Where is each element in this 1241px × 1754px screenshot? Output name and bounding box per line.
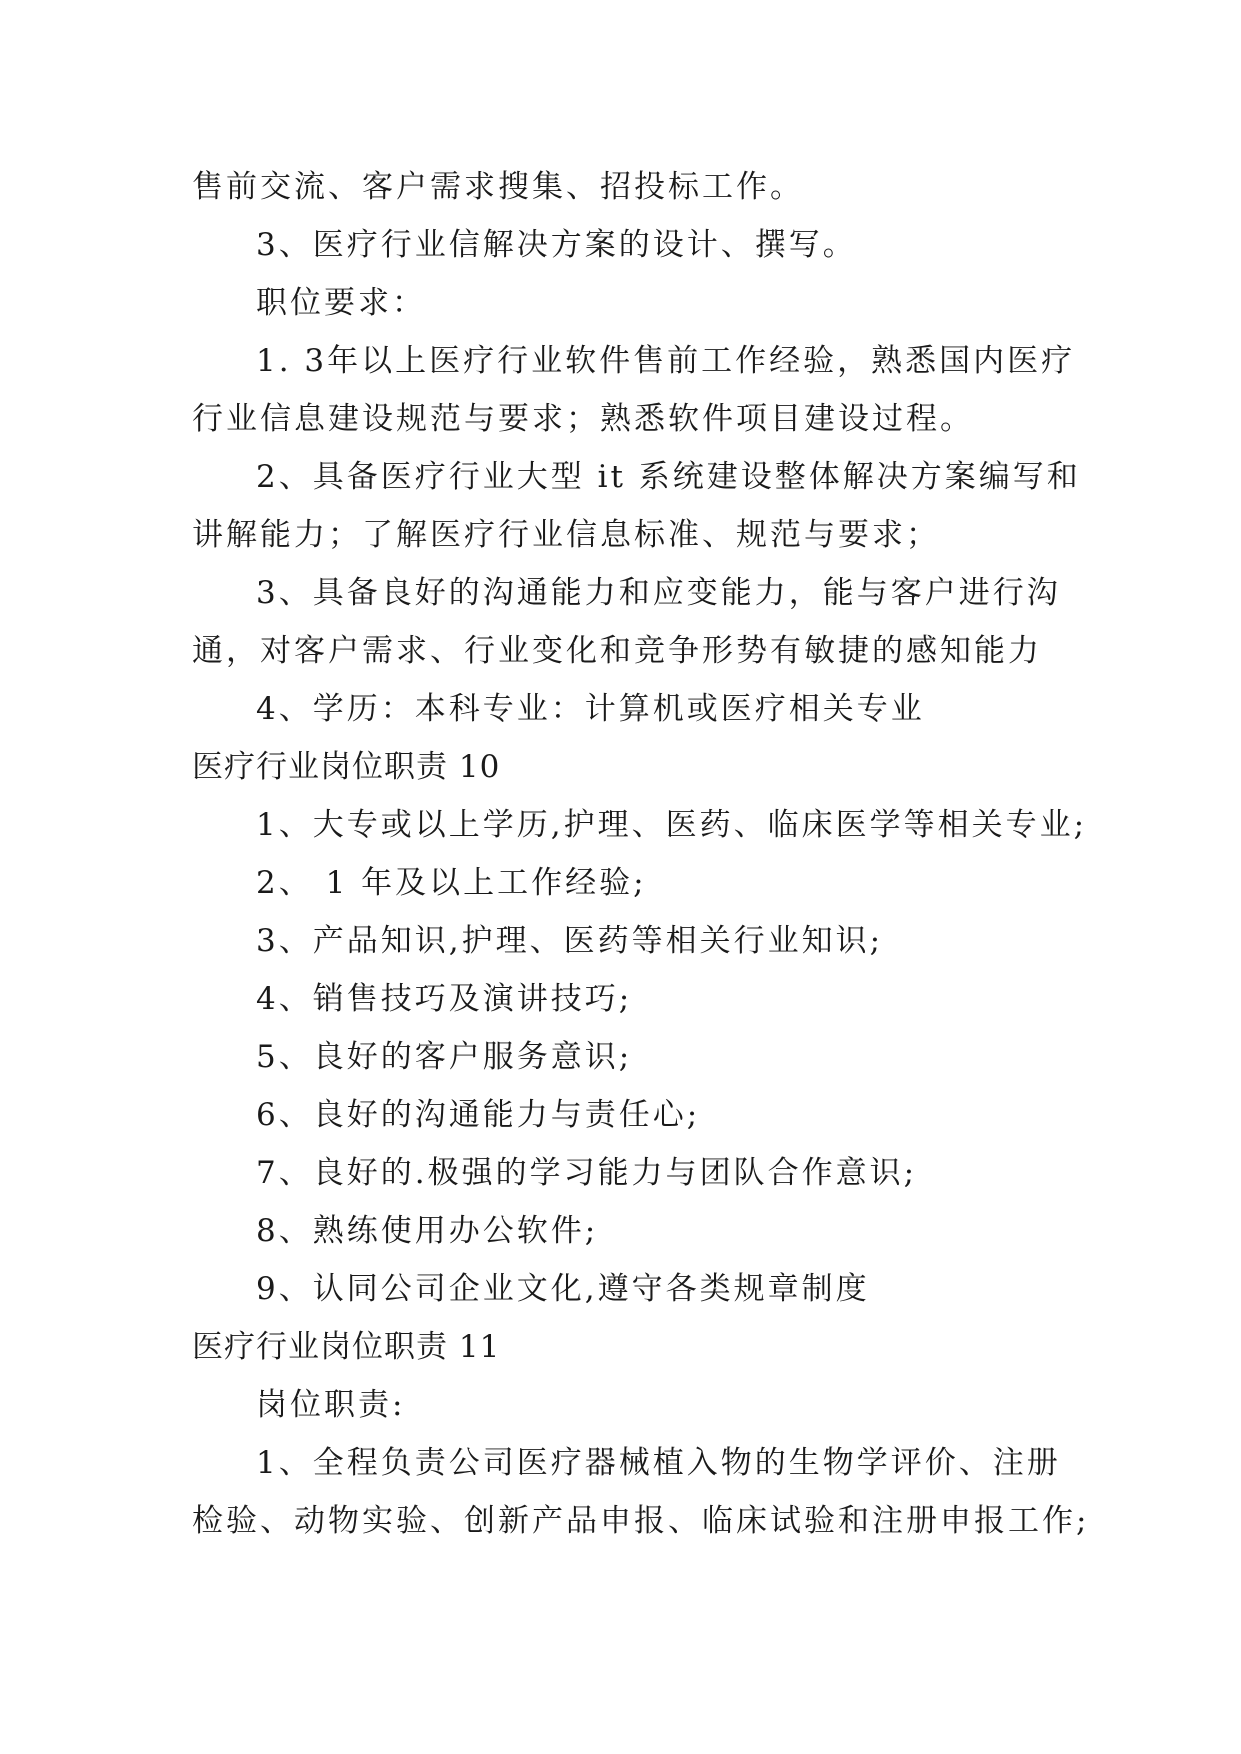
- text-line: 售前交流、客户需求搜集、招投标工作。: [192, 169, 804, 205]
- document-body: [192, 158, 1090, 1550]
- text-line: 通，对客户需求、行业变化和竞争形势有敏捷的感知能力: [192, 633, 1042, 669]
- text-line: 8、熟练使用办公软件;: [256, 1213, 599, 1249]
- text-line: 6、良好的沟通能力与责任心;: [256, 1097, 701, 1133]
- text-line: 行业信息建设规范与要求；熟悉软件项目建设过程。: [192, 401, 974, 437]
- text-line: 2、 1 年及以上工作经验;: [256, 865, 647, 901]
- text-line: 7、良好的.极强的学习能力与团队合作意识;: [256, 1155, 918, 1191]
- text-line: 5、良好的客户服务意识;: [256, 1039, 633, 1075]
- text-line: 3、具备良好的沟通能力和应变能力，能与客户进行沟: [256, 575, 1061, 611]
- text-line: 检验、动物实验、创新产品申报、临床试验和注册申报工作;: [192, 1503, 1090, 1539]
- text-line: 3、医疗行业信解决方案的设计、撰写。: [256, 227, 857, 263]
- section-heading: 医疗行业岗位职责 10: [192, 749, 501, 785]
- text-line: 讲解能力；了解医疗行业信息标准、规范与要求；: [192, 517, 940, 553]
- text-line: 3、产品知识,护理、医药等相关行业知识;: [256, 923, 884, 959]
- text-line: 1. 3年以上医疗行业软件售前工作经验，熟悉国内医疗: [256, 343, 1076, 379]
- text-line: 9、认同公司企业文化,遵守各类规章制度: [256, 1271, 870, 1307]
- section-heading: 医疗行业岗位职责 11: [192, 1329, 501, 1365]
- text-line: 4、学历：本科专业：计算机或医疗相关专业: [256, 691, 925, 727]
- text-line: 1、大专或以上学历,护理、医药、临床医学等相关专业;: [256, 807, 1088, 843]
- text-line: 4、销售技巧及演讲技巧;: [256, 981, 633, 1017]
- text-line: 岗位职责:: [256, 1387, 406, 1423]
- text-line: 职位要求：: [256, 285, 426, 321]
- text-line: 1、全程负责公司医疗器械植入物的生物学评价、注册: [256, 1445, 1061, 1481]
- text-line: 2、具备医疗行业大型 it 系统建设整体解决方案编写和: [256, 459, 1081, 495]
